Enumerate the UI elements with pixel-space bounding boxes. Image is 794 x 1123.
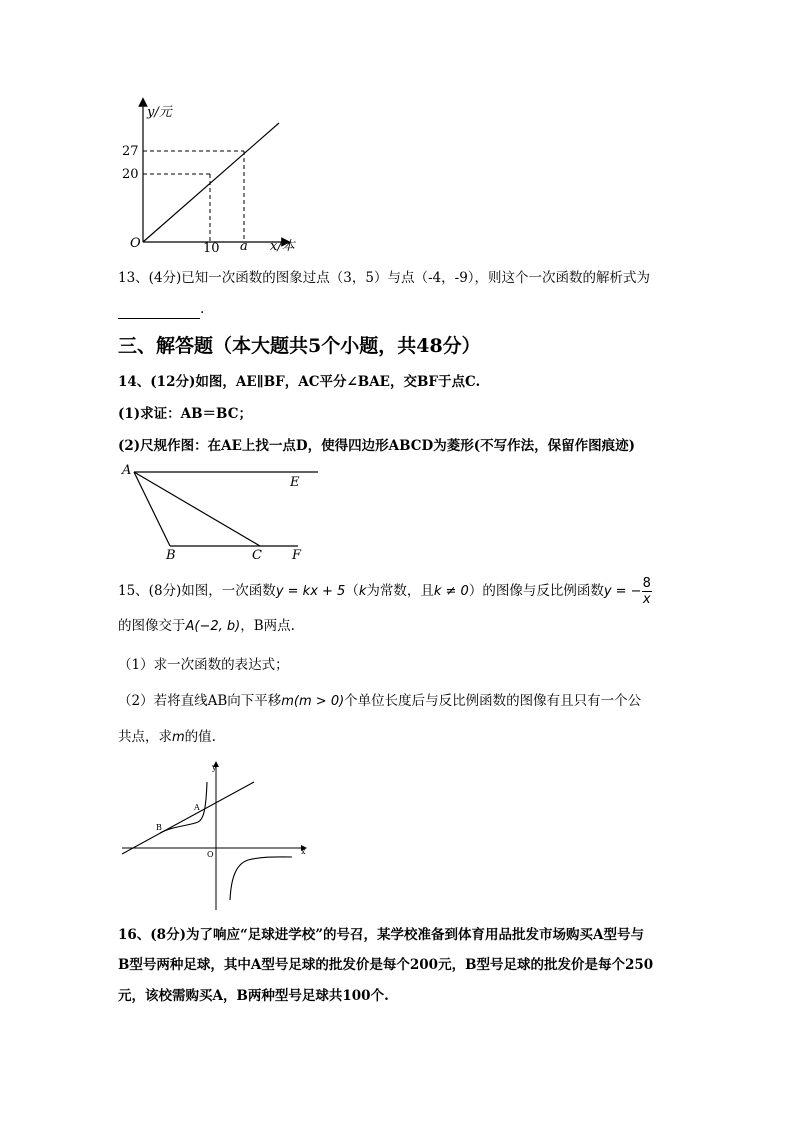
q15-line1 bbox=[118, 576, 652, 607]
q15-fraction bbox=[642, 576, 652, 607]
graph-y-label: y bbox=[212, 763, 217, 772]
q15-graph bbox=[118, 760, 312, 912]
q15-cond: k ≠ 0 bbox=[433, 584, 469, 599]
q13-answer-line bbox=[118, 299, 204, 319]
q14-figure bbox=[118, 462, 330, 564]
q13-end: . bbox=[200, 301, 205, 317]
cost-line bbox=[143, 123, 279, 242]
q15-const: 为常数，且 bbox=[366, 583, 434, 599]
q15-part2-line2-pre: 共点，求 bbox=[118, 729, 172, 745]
graph-a-label: A bbox=[194, 803, 200, 812]
q15-part2-m: m(m > 0) bbox=[281, 694, 345, 709]
graph-b-label: B bbox=[156, 823, 162, 832]
q15-eq1: y = kx + 5 bbox=[275, 584, 346, 599]
q13-stem: 13、(4分)已知一次函数的图象过点（3，5）与点（-4，-9），则这个一次函数的解析式为 bbox=[118, 270, 651, 286]
q14-stem: 14、(12分)如图，AE∥BF，AC平分∠BAE，交BF于点C. bbox=[118, 374, 481, 390]
q15-mid: 的图像与反比例函数 bbox=[482, 583, 604, 599]
q16-line2: B型号两种足球，其中A型号足球的批发价是每个200元，B型号足球的批发价是每个250 bbox=[118, 957, 654, 973]
q16-line3: 元，该校需购买A，B两种型号足球共100个. bbox=[118, 988, 389, 1004]
q15-prefix: 15、(8分)如图，一次函数 bbox=[118, 583, 276, 599]
q15-line2-pre: 的图像交于 bbox=[118, 618, 186, 634]
y-axis-label: y/元 bbox=[147, 105, 172, 120]
q15-line2-post: ，B两点. bbox=[240, 618, 295, 634]
q14-part1: (1)求证：AB＝BC； bbox=[118, 406, 252, 422]
q15-paren-open: （ bbox=[345, 583, 359, 599]
graph-x-label: x bbox=[301, 847, 306, 856]
q16-line1: 16、(8分)为了响应“足球进学校”的号召，某学校准备到体育用品批发市场购买A型号与 bbox=[118, 927, 644, 943]
q15-paren-close: ） bbox=[468, 583, 483, 599]
hyperbola-upper-left bbox=[160, 782, 207, 833]
q15-point-a: A(−2, b) bbox=[185, 619, 241, 634]
y-tick-27: 27 bbox=[122, 144, 139, 159]
segment-ac bbox=[134, 472, 260, 546]
q13-text bbox=[118, 268, 650, 288]
q15-part2-post: 个单位长度后与反比例函数的图像有且只有一个公 bbox=[344, 693, 642, 709]
q15-line2 bbox=[118, 616, 295, 637]
line-ab bbox=[122, 782, 254, 854]
label-a: A bbox=[122, 463, 132, 478]
q15-part2-cont bbox=[118, 727, 216, 748]
q15-part2 bbox=[118, 691, 641, 712]
graph-o-label: O bbox=[207, 850, 214, 859]
frac-num: 8 bbox=[642, 576, 651, 591]
q15-part1: （1）求一次函数的表达式； bbox=[118, 657, 289, 673]
q15-part2-line2-post: 的值. bbox=[184, 729, 216, 745]
q15-k: k bbox=[358, 584, 367, 599]
frac-den: x bbox=[642, 592, 651, 607]
price-graph bbox=[118, 96, 318, 256]
section-title: 三、解答题（本大题共5个小题，共48分） bbox=[118, 335, 481, 357]
q14-part2: (2)尺规作图：在AE上找一点D，使得四边形ABCD为菱形(不写作法，保留作图痕迹) bbox=[118, 438, 636, 454]
label-b: B bbox=[166, 548, 176, 563]
label-c: C bbox=[252, 548, 262, 563]
q15-part2-line2-m: m bbox=[172, 730, 185, 745]
label-e: E bbox=[290, 475, 300, 490]
q15-part2-pre: （2）若将直线AB向下平移 bbox=[118, 693, 282, 709]
origin-label: O bbox=[130, 236, 141, 251]
x-tick-a: a bbox=[240, 239, 248, 254]
q15-eq2: y = − bbox=[603, 584, 642, 599]
answer-blank bbox=[118, 304, 200, 319]
x-axis-label: x/本 bbox=[270, 239, 295, 254]
y-tick-20: 20 bbox=[122, 167, 139, 182]
hyperbola-lower-right bbox=[230, 857, 292, 900]
label-f: F bbox=[292, 548, 302, 563]
x-tick-10: 10 bbox=[203, 241, 220, 256]
